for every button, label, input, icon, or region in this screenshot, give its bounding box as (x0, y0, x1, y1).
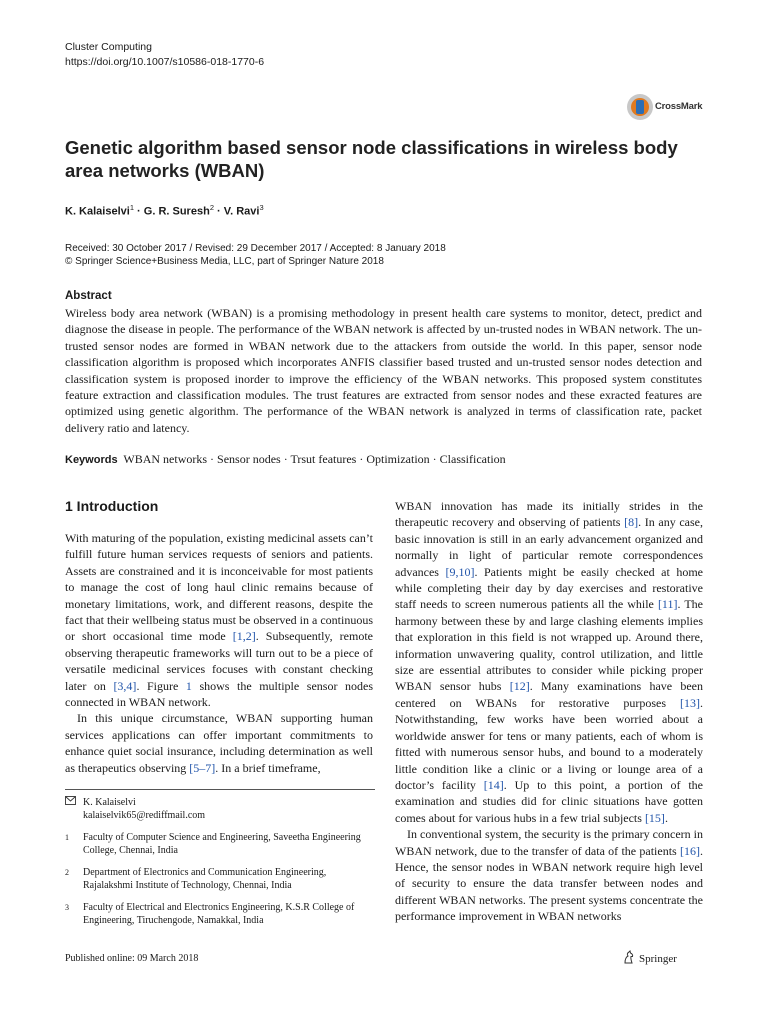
body-text: WBAN innovation has made its initially strides in the therapeutic recovery and observing of patients (395, 499, 703, 530)
author-name: G. R. Suresh (143, 205, 210, 218)
citation-link[interactable]: 1 (185, 678, 192, 693)
author-affiliation-mark: 3 (259, 203, 264, 212)
affiliation-mark: 2 (65, 868, 69, 877)
author-name: K. Kalaiselvi (65, 205, 130, 218)
section-heading: 1 Introduction (65, 498, 159, 514)
publication-dates (65, 242, 446, 268)
affiliation-mark: 1 (65, 833, 69, 842)
citation-link[interactable]: [3,4] (113, 678, 137, 693)
author-separator: · (134, 205, 144, 218)
body-text: shows the multiple sensor nodes connected in WBAN network. (65, 678, 373, 710)
paragraph (395, 826, 703, 924)
body-text: . Up to this point, a portion of the examination and studies did for clinic situations have gotten comes about for various hubs in a few trial subjects (395, 777, 704, 825)
body-text: With maturing of the population, existing medicinal assets can’t fulfill future human services requests of seniors and patients. Assets are constrained and it is inconceivable for most patients to manage the cost of long haul clinic remains because of monetary limitations, work, and different reasons, despite the fact that their wellbeing status must be observed in a continuous or short occasional time mode (65, 531, 373, 644)
citation-link[interactable]: [1,2] (232, 629, 256, 644)
abstract-heading: Abstract (65, 290, 112, 302)
footnote-divider (65, 789, 375, 790)
body-text: . Patients might be easily checked at home while completing their day by day exercises and restorative staff needs to screen numerous patients all the while (395, 564, 703, 612)
paragraph (65, 710, 373, 776)
body-text: . Hence, the sensor nodes in WBAN network require high level of security to ensure the data transfer between nodes and different WBAN networks. The present systems concentrate the performance improvement in WBAN networks (395, 843, 703, 924)
body-text: . (664, 810, 668, 825)
doi-link[interactable]: https://doi.org/10.1007/s10586-018-1770-6 (65, 56, 265, 68)
affiliation-text: Faculty of Electrical and Electronics Engineering, K.S.R College of Engineering, Tiruchengode, Namakkal, India (83, 902, 355, 926)
body-text: In conventional system, the security is the primary concern in WBAN network, due to the transfer of data of the patients (395, 827, 703, 858)
citation-link[interactable]: [15] (644, 810, 665, 825)
author-affiliation-mark: 2 (209, 203, 214, 212)
body-text: . Notwithstanding, few works have been worried about a worldwide answer for tens or many patients, each of whom is fitted with numerous sensor hubs, and bound to a moderately little condition like a clinic or a living or lounge area of a doctor’s facility (395, 695, 703, 792)
affiliation (65, 901, 375, 927)
paragraph (395, 498, 703, 826)
citation-link[interactable]: [14] (483, 777, 504, 792)
footnotes (65, 796, 375, 936)
keywords-list: WBAN networks · Sensor nodes · Trsut features · Optimization · Classification (123, 452, 506, 466)
crossmark-badge[interactable] (627, 94, 705, 122)
affiliation (65, 831, 375, 857)
affiliation-text: Department of Electronics and Communication Engineering, Rajalakshmi Institute of Technology, Chennai, India (83, 867, 327, 891)
keywords-label: Keywords (65, 454, 118, 466)
paper-title: Genetic algorithm based sensor node classifications in wireless body area networks (WBAN) (65, 137, 678, 181)
springer-horse-icon (622, 950, 636, 964)
published-online: Published online: 09 March 2018 (65, 953, 199, 964)
body-text: . Subsequently, remote observing therapeutic frameworks will turn out to be a piece of versatile medicinal services focuses with constant checking later on (65, 629, 373, 693)
body-text: . Figure (136, 678, 186, 693)
corresponding-author-name: K. Kalaiselvi (83, 797, 136, 808)
corresponding-author-email[interactable]: kalaiselvik65@rediffmail.com (83, 810, 206, 821)
body-text: In this unique circumstance, WBAN supporting human services applications can offer important commitments to enhance quiet social insurance, including determination as well as therapeutics observing (65, 711, 373, 775)
crossmark-label: CrossMark (655, 101, 703, 112)
body-text: . The harmony between these by and large clashing elements implies that exploration in this field is not wrapped up. Around there, information unwavering quality, control utilization, and little size are essential attributes to consider while picking proper WBAN sensor hubs (395, 597, 703, 694)
citation-link[interactable]: [9,10] (445, 564, 475, 579)
abstract-body: Wireless body area network (WBAN) is a promising methodology in present health care systems to monitor, detect, predict and diagnose the disease in people. The performance of the WBAN network is affected by un-trusted nodes in WBAN network. The un-trusted sensor nodes are formed in WBAN network due to the attackers from outside the world. In this paper, sensor node classification algorithm is proposed which incorporates ANFIS classifier based trusted and un-trusted sensor nodes detection and classification system is proposed inorder to improve the efficiency of the WBAN networks. This proposed system constitutes feature extraction and classification modules. The trust features are extracted from sensor nodes and these exracted features are optimized using genetic algorithm. The performance of the WBAN network is analyzed in terms of classification rate, packet delivery ratio and latency. (65, 306, 702, 435)
body-text: . In any case, basic innovation is still in an early advancement organized and normally in light of particular remote correspondences advances (395, 515, 703, 579)
paragraph (65, 530, 373, 710)
corresponding-author (65, 796, 375, 822)
crossmark-icon (627, 94, 653, 120)
author-list (65, 203, 264, 218)
journal-header (65, 40, 264, 70)
affiliation-mark: 3 (65, 903, 69, 912)
body-column-left (65, 530, 373, 776)
citation-link[interactable]: [12] (509, 679, 530, 694)
author-separator: · (213, 205, 224, 218)
body-column-right (395, 498, 703, 925)
body-text: . Many examinations have been centered on WBANs for restorative purposes (395, 679, 703, 710)
affiliation (65, 866, 375, 892)
publisher-logo (622, 950, 677, 965)
keywords (65, 452, 506, 467)
received-dates: Received: 30 October 2017 / Revised: 29 December 2017 / Accepted: 8 January 2018 (65, 243, 446, 254)
envelope-icon (65, 796, 76, 809)
citation-link[interactable]: [16] (680, 843, 700, 858)
citation-link[interactable]: [13] (680, 695, 700, 710)
author-affiliation-mark: 1 (129, 203, 134, 212)
affiliation-text: Faculty of Computer Science and Engineering, Saveetha Engineering College, Chennai, India (83, 832, 361, 856)
copyright-notice: © Springer Science+Business Media, LLC, part of Springer Nature 2018 (65, 256, 384, 267)
citation-link[interactable]: [11] (657, 597, 678, 612)
journal-name: Cluster Computing (65, 41, 152, 53)
citation-link[interactable]: [8] (624, 515, 639, 530)
citation-link[interactable]: [5–7] (189, 760, 216, 775)
publisher-name: Springer (639, 953, 677, 965)
author-name: V. Ravi (223, 205, 260, 218)
body-text: . In a brief timeframe, (215, 760, 321, 775)
